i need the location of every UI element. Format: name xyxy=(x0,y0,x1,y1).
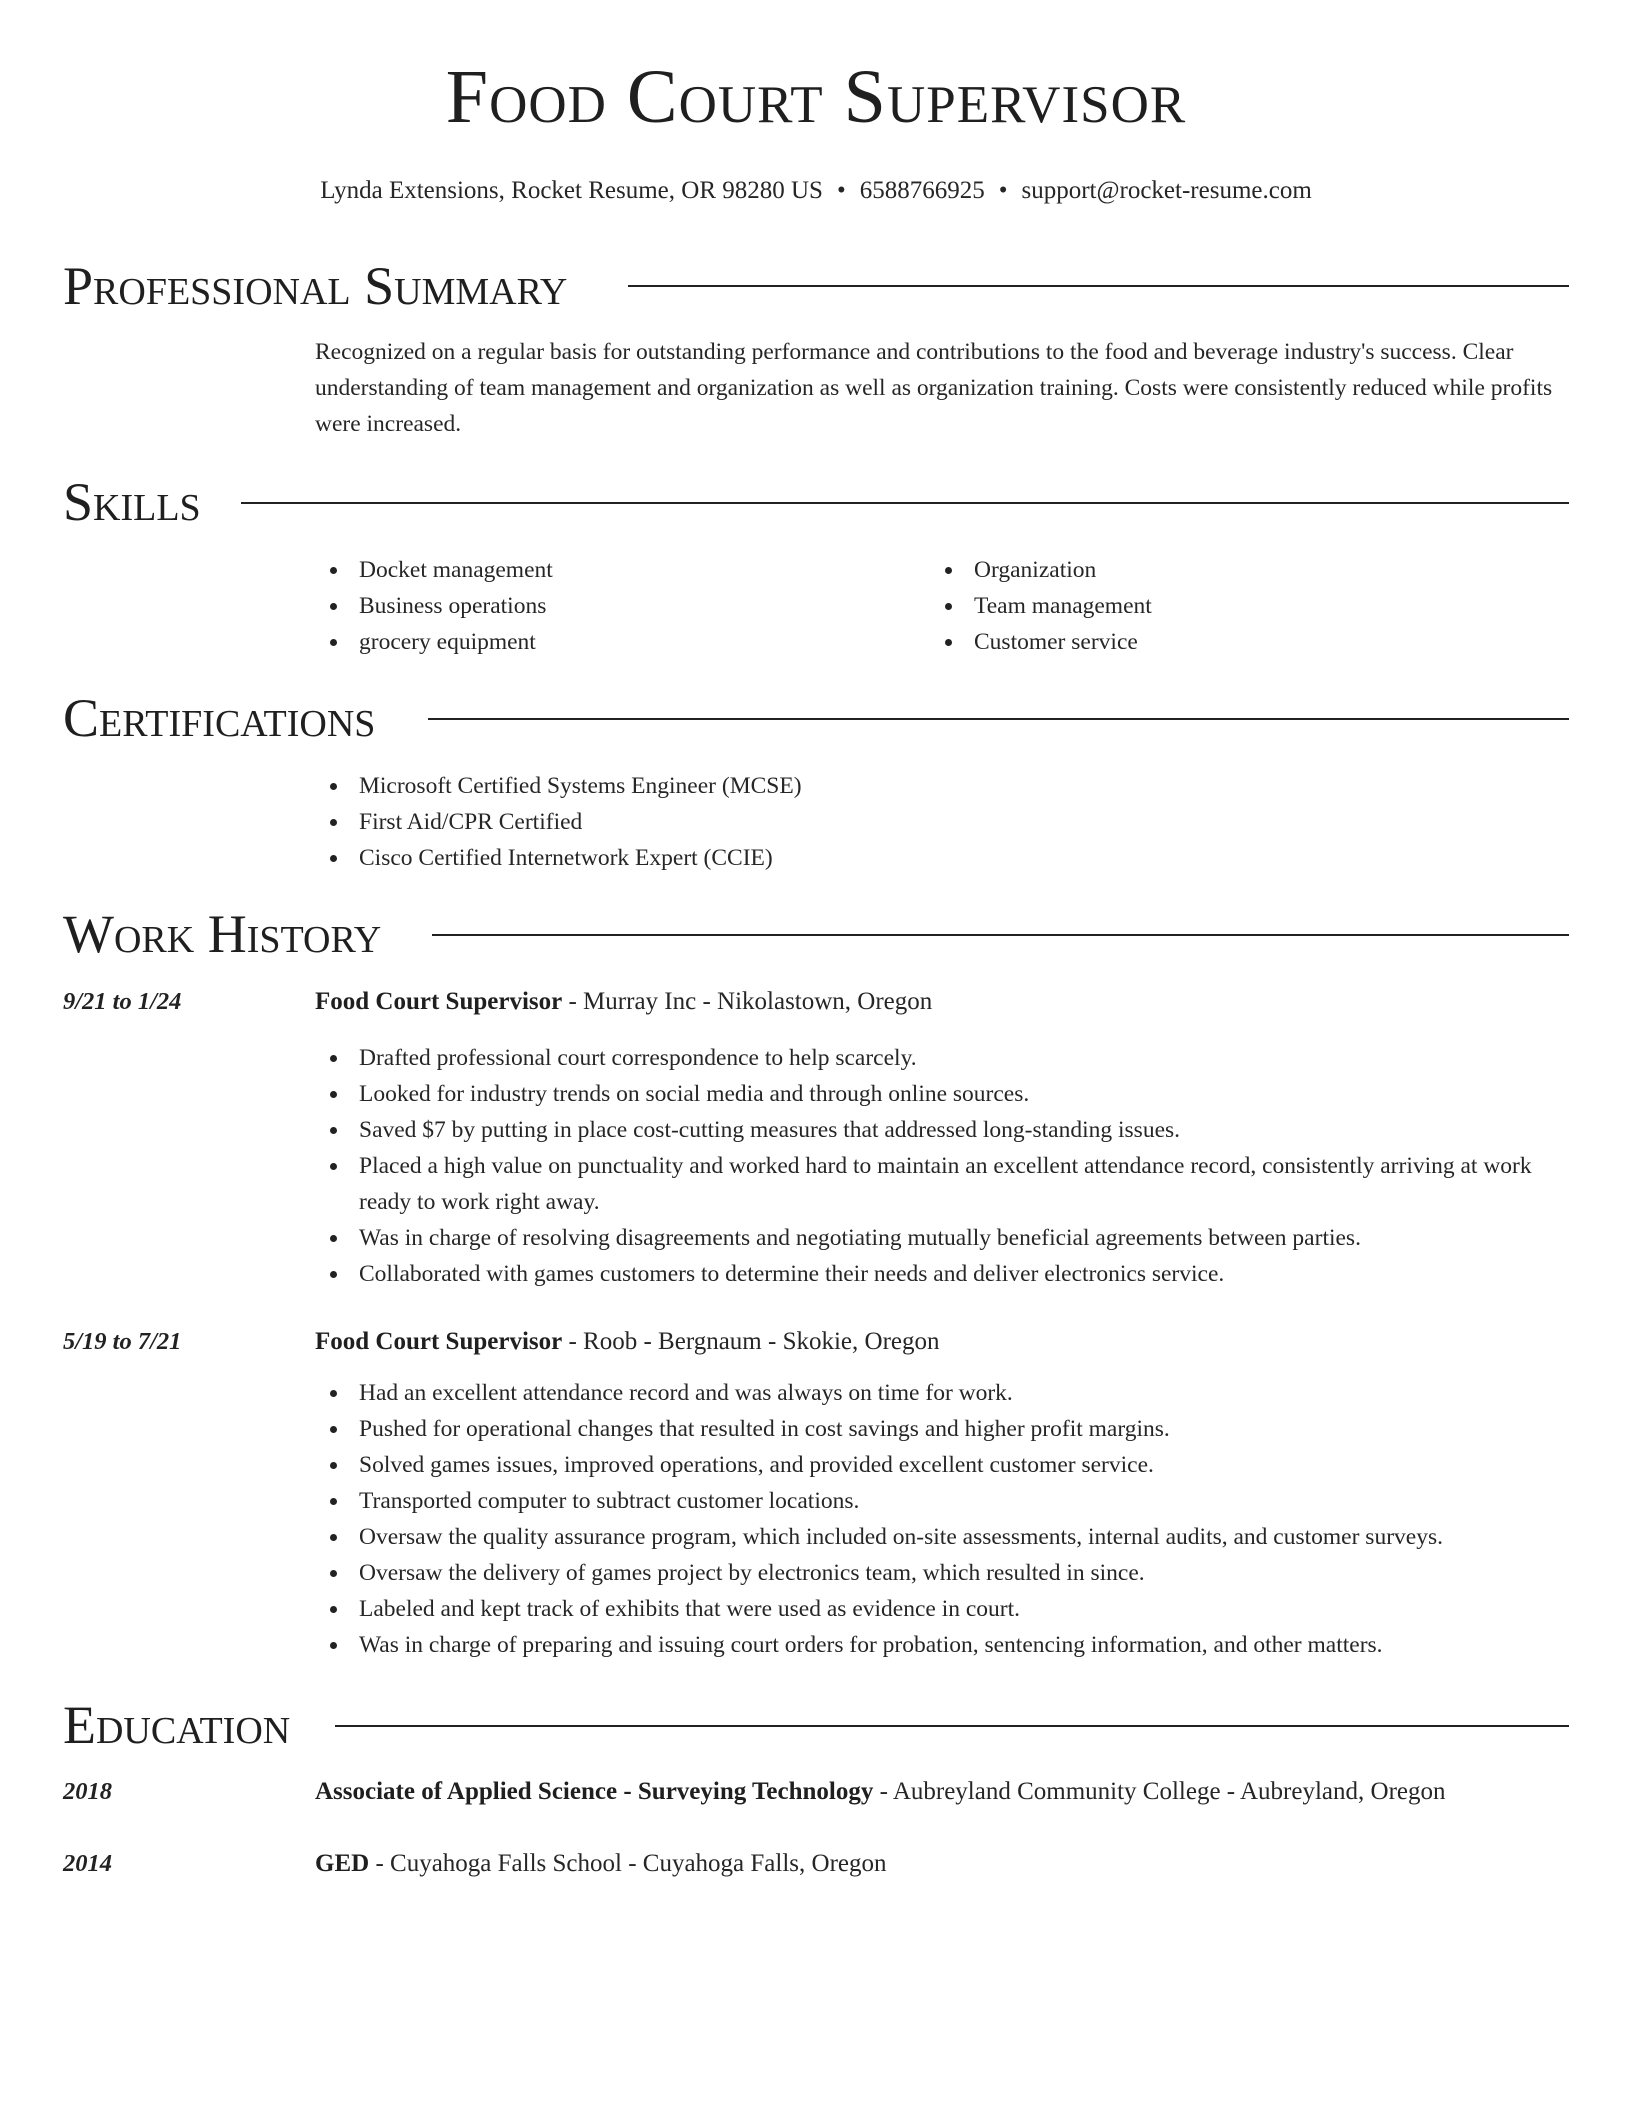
section-divider xyxy=(428,718,1569,720)
bullet-dot xyxy=(330,1426,337,1433)
education-school: - Cuyahoga Falls School - Cuyahoga Falls, Oregon xyxy=(369,1850,887,1877)
bullet-dot xyxy=(330,603,337,610)
job-bullet: Oversaw the delivery of games project by electronics team, which resulted in since. xyxy=(315,1555,1575,1591)
education-entry xyxy=(315,1846,887,1882)
certification-item: Microsoft Certified Systems Engineer (MCSE) xyxy=(315,768,1575,804)
section-divider xyxy=(241,502,1569,504)
bullet-dot xyxy=(330,1534,337,1541)
skills-list-right xyxy=(930,552,1530,660)
bullet-dot xyxy=(330,1570,337,1577)
job-role: Food Court Supervisor xyxy=(315,988,563,1015)
certification-item: First Aid/CPR Certified xyxy=(315,804,1575,840)
contact-email: support@rocket-resume.com xyxy=(1021,177,1312,204)
job-heading xyxy=(315,984,932,1020)
bullet-dot xyxy=(330,819,337,826)
job-bullet: Had an excellent attendance record and was always on time for work. xyxy=(315,1375,1575,1411)
certifications-list xyxy=(315,768,1575,876)
bullet-dot xyxy=(330,783,337,790)
job-bullet: Saved $7 by putting in place cost-cutting measures that addressed long-standing issues. xyxy=(315,1112,1575,1148)
bullet-dot xyxy=(330,1091,337,1098)
job-heading xyxy=(315,1324,940,1360)
bullet-dot xyxy=(330,1235,337,1242)
bullet-dot xyxy=(330,1462,337,1469)
job-bullets xyxy=(315,1375,1575,1663)
job-bullet: Labeled and kept track of exhibits that were used as evidence in court. xyxy=(315,1591,1575,1627)
bullet-dot xyxy=(945,567,952,574)
bullet-dot xyxy=(330,1606,337,1613)
contact-address: Lynda Extensions, Rocket Resume, OR 98280 US xyxy=(320,177,823,204)
education-degree: Associate of Applied Science - Surveying Technology xyxy=(315,1778,874,1805)
bullet-dot xyxy=(330,1498,337,1505)
section-divider xyxy=(335,1725,1569,1727)
education-school: - Aubreyland Community College - Aubreyland, Oregon xyxy=(873,1778,1446,1805)
skill-item: grocery equipment xyxy=(315,624,915,660)
job-bullet: Was in charge of resolving disagreements and negotiating mutually beneficial agreements between parties. xyxy=(315,1220,1575,1256)
job-dates: 9/21 to 1/24 xyxy=(63,988,182,1015)
section-title-skills: Skills xyxy=(63,472,201,532)
job-company: - Murray Inc - Nikolastown, Oregon xyxy=(562,988,933,1015)
bullet-dot xyxy=(330,567,337,574)
job-bullet: Pushed for operational changes that resulted in cost savings and higher profit margins. xyxy=(315,1411,1575,1447)
section-title-certifications: Certifications xyxy=(63,688,376,748)
job-bullet: Transported computer to subtract customer locations. xyxy=(315,1483,1575,1519)
education-year: 2018 xyxy=(63,1778,112,1805)
bullet-dot xyxy=(945,603,952,610)
bullet-dot xyxy=(330,1642,337,1649)
contact-separator: • xyxy=(836,177,846,204)
job-bullet: Drafted professional court correspondence to help scarcely. xyxy=(315,1040,1575,1076)
bullet-dot xyxy=(330,1127,337,1134)
job-bullet: Solved games issues, improved operations, and provided excellent customer service. xyxy=(315,1447,1575,1483)
certification-item: Cisco Certified Internetwork Expert (CCIE) xyxy=(315,840,1575,876)
bullet-dot xyxy=(330,1271,337,1278)
contact-line xyxy=(0,174,1632,208)
section-divider xyxy=(432,934,1569,936)
job-bullet: Looked for industry trends on social media and through online sources. xyxy=(315,1076,1575,1112)
skill-item: Docket management xyxy=(315,552,915,588)
bullet-dot xyxy=(330,1055,337,1062)
bullet-dot xyxy=(330,1390,337,1397)
skill-item: Business operations xyxy=(315,588,915,624)
section-title-education: Education xyxy=(63,1695,291,1755)
job-bullet: Oversaw the quality assurance program, which included on-site assessments, internal audits, and customer surveys. xyxy=(315,1519,1575,1555)
bullet-dot xyxy=(330,855,337,862)
education-entry xyxy=(315,1774,1446,1810)
job-dates: 5/19 to 7/21 xyxy=(63,1328,182,1355)
job-bullets xyxy=(315,1040,1575,1292)
section-title-work-history: Work History xyxy=(63,904,382,964)
skill-item: Team management xyxy=(930,588,1530,624)
bullet-dot xyxy=(330,639,337,646)
education-degree: GED xyxy=(315,1850,370,1877)
job-bullet: Collaborated with games customers to determine their needs and deliver electronics service. xyxy=(315,1256,1575,1292)
contact-separator: • xyxy=(998,177,1008,204)
bullet-dot xyxy=(330,1163,337,1170)
job-bullet: Placed a high value on punctuality and worked hard to maintain an excellent attendance record, consistently arriving at work ready to work right away. xyxy=(315,1148,1575,1220)
job-role: Food Court Supervisor xyxy=(315,1328,563,1355)
skill-item: Customer service xyxy=(930,624,1530,660)
job-company: - Roob - Bergnaum - Skokie, Oregon xyxy=(562,1328,940,1355)
summary-text: Recognized on a regular basis for outstanding performance and contributions to the food and beverage industry's success. Clear understanding of team management and organization as well as organization training. Costs were consistently reduced while profits were increased. xyxy=(315,339,1553,437)
contact-phone: 6588766925 xyxy=(859,177,985,204)
resume-name: Food Court Supervisor xyxy=(445,55,1187,139)
skills-list-left xyxy=(315,552,915,660)
skill-item: Organization xyxy=(930,552,1530,588)
bullet-dot xyxy=(945,639,952,646)
section-title-summary: Professional Summary xyxy=(63,256,568,316)
section-divider xyxy=(628,285,1569,287)
job-bullet: Was in charge of preparing and issuing court orders for probation, sentencing information, and other matters. xyxy=(315,1627,1575,1663)
education-year: 2014 xyxy=(63,1850,112,1877)
